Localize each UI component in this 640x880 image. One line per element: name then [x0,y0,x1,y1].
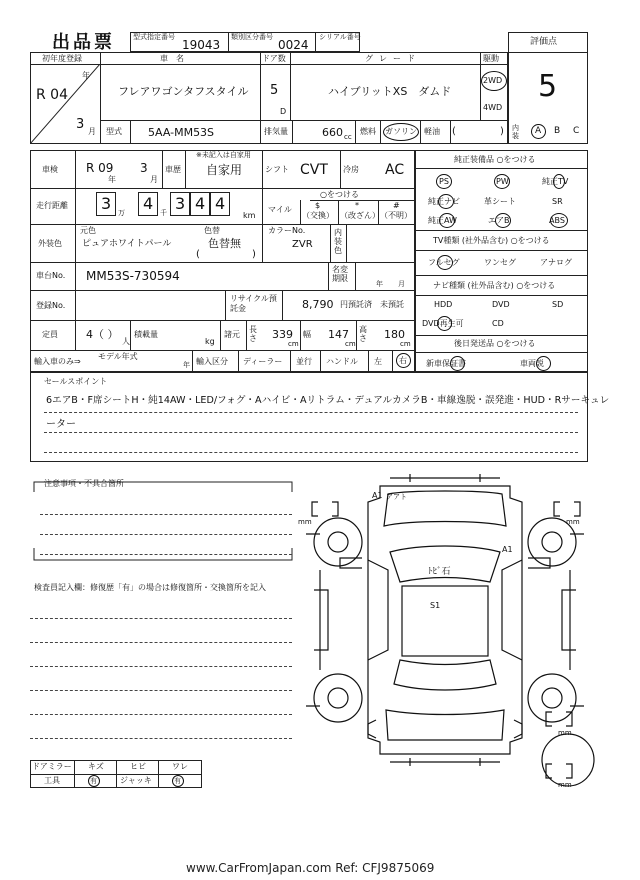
name-change-year-unit: 年 [376,280,383,288]
mm-spare: mm [558,781,572,789]
legend-tools: 工具 [44,776,60,785]
drive-2wd: 2WD [483,76,503,85]
length-label: 長さ [249,325,257,343]
doors-sub: D [280,107,287,116]
capacity-label: 定員 [42,330,58,339]
damage-a1-side: A1 [502,545,513,554]
handle-label: ハンドル [326,357,358,366]
damage-windshield: ﾄﾋﾞ石 [428,567,451,577]
recycle-unpaid: 未預託 [380,300,404,309]
shift-label: シフト [265,165,289,174]
damage-atto: アアト [386,493,407,501]
exterior-label: 外装色 [38,239,62,248]
right-label: 右 [399,356,407,365]
first-reg-label: 初年度登録 [42,54,82,63]
tamper-label: （改ざん） [340,211,380,220]
navi-dvd-play: DVD再生可 [422,319,464,328]
height-value: 180 [384,328,405,341]
navi-dvd: DVD [492,300,510,309]
mm-rear-right: mm [558,729,572,737]
load-label: 積載量 [134,330,158,339]
dims-label: 諸元 [224,330,240,339]
inspector-label: 検査員記入欄：修復歴「有」の場合は修復箇所・交換箇所を記入 [34,583,266,592]
color-code-value: ZVR [292,239,313,250]
shift-value: CVT [300,162,328,178]
grade-value: ハイブリットXS ダムド [328,85,452,98]
later-warranty: 新車保証書 [426,359,466,368]
left-label: 左 [374,357,382,366]
navi-cd: CD [492,319,504,328]
mileage-digit-4: 4 [195,194,206,213]
model-label: 型式 [106,127,122,136]
exchange-label: （交換） [302,211,334,220]
kg-unit: kg [205,337,215,346]
length-unit: cm [288,340,299,348]
legend-jack: ジャッキ [120,776,152,785]
inspection-month-unit: 月 [150,175,158,184]
first-reg-month: 3 [76,117,85,132]
history-label: 車歴 [165,165,181,174]
exchange-symbol: $ [315,201,321,210]
history-note: ※未記入は自家用 [196,151,251,159]
score-label: 評価点 [530,37,558,47]
equip-genuine-aw: 純正AW [428,216,457,225]
sales-line-2: ーター [46,419,76,430]
recycle-status: 円預託済 [340,300,372,309]
recycle-value: 8,790 [302,298,334,311]
legend-jack-has: 有 [174,777,181,785]
tv-title: TV種類 (社外品含む) ○をつける [433,236,550,245]
type-designation-value: 19043 [182,38,221,52]
mm-front-left: mm [298,518,312,526]
original-color-label: 元色 [80,226,96,235]
name-change-month-unit: 月 [398,280,405,288]
mm-front-right: mm [566,518,580,526]
legend-crack: ヒビ [130,762,146,771]
legend-tools-has: 有 [90,777,97,785]
first-reg-year: R 04 [36,87,68,103]
man-unit: 万 [118,209,125,217]
equip-airbag: エアB [488,216,510,225]
tamper-symbol: * [355,201,359,210]
displacement-value: 660 [322,126,343,139]
dealer-label: ディーラー [243,357,283,366]
document-title: 出品票 [52,32,115,53]
ac-value: AC [385,162,405,178]
equip-ps: PS [439,177,449,186]
interior-color-label: 内装色 [334,228,342,255]
interior-a: A [535,126,542,136]
fuel-label: 燃料 [360,127,376,136]
ac-label: 冷房 [343,165,359,174]
inspection-label: 車検 [42,165,58,174]
damage-s1: S1 [430,601,441,610]
km-unit: km [243,211,256,220]
width-label: 幅 [303,330,311,339]
capacity-value: 4（ ） [86,328,119,341]
legend-scratch: キズ [88,762,104,771]
color-no-label: 色替 [204,226,220,235]
import-label: 輸入車のみ⇒ [34,357,81,366]
height-unit: cm [400,340,411,348]
displacement-unit: cc [344,133,352,141]
interior-b: B [554,126,561,136]
inspection-value: R 09 [86,161,114,175]
sen-unit: 千 [160,209,167,217]
fuel-light-oil: 軽油 [424,127,440,136]
equip-genuine-tv: 純正TV [542,177,569,186]
type-designation-label: 型式指定番号 [133,33,175,41]
first-reg-month-unit: 月 [88,127,96,136]
mile-label: マイル [268,205,292,214]
unknown-label: （不明） [380,211,412,220]
navi-title: ナビ種類 (社外品含む) ○をつける [433,281,556,290]
equip-pw: PW [496,177,509,186]
category-label: 類別区分番号 [231,33,273,41]
equip-abs: ABS [549,216,565,225]
grade-label: グレード [365,54,421,63]
sales-block [30,372,588,462]
navi-hdd: HDD [434,300,453,309]
inspection-year-unit: 年 [108,175,116,184]
later-manual: 車両説 [520,359,544,368]
fuel-gasoline: ガソリン [385,127,417,136]
chassis-value: MM53S-730594 [86,269,180,283]
category-value: 0024 [278,38,309,52]
sales-line-1: 6エアB・F席シートH・純14AW・LED/フォグ・Aハイビ・Aリトラム・デュアルカメラB・車線逸脱・誤発進・HUD・Rサーキュレ [46,395,610,406]
car-name-value: フレアワゴンタフスタイル [118,85,249,98]
recycle-label: リサイクル預託金 [230,294,277,313]
notes-bracket [30,478,300,566]
legend-door-mirror: ドアミラー [32,762,72,771]
model-value: 5AA-MM53S [148,126,215,139]
mileage-digit-3: 3 [175,194,186,213]
car-name-label: 車名 [160,54,192,63]
name-change-label: 名変期限 [332,265,348,283]
length-value: 339 [272,328,293,341]
color-code-label: カラーNo. [268,226,306,235]
doors-value: 5 [270,83,279,98]
import-class-label: 輸入区分 [196,357,228,366]
color-no-value: 色替無 [208,237,241,250]
genuine-title: 純正装備品 ○をつける [454,155,536,164]
caution-label: 注意事項・不具合箇所 [44,479,124,488]
equip-sr: SR [552,197,563,206]
unknown-symbol: # [393,201,400,210]
width-value: 147 [328,328,349,341]
original-color-value: ピュアホワイトパール [82,239,172,249]
drive-4wd: 4WD [483,103,503,112]
sales-label: セールスポイント [44,377,108,386]
legend-wear: ワレ [172,762,188,771]
model-year-unit: 年 [183,361,190,369]
score-value: 5 [538,69,558,104]
tv-analog: アナログ [540,258,572,267]
mileage-digit-2: 4 [143,194,154,213]
interior-label: 内装 [512,124,519,140]
equip-leather: 革シート [484,197,516,206]
serial-label: シリアル番号 [319,33,361,41]
mileage-digit-5: 4 [215,194,226,213]
displacement-label: 排気量 [264,127,288,136]
width-unit: cm [345,340,356,348]
car-damage-diagram [290,470,600,810]
mileage-label: 走行距離 [36,201,68,210]
inspection-month: 3 [140,161,148,175]
model-year-label: モデル年式 [98,352,138,361]
chassis-label: 車台No. [36,271,66,280]
mileage-circle-note: ○をつける [320,190,359,199]
person-unit: 人 [122,337,130,346]
height-label: 高さ [359,325,367,343]
mileage-digit-1: 3 [101,194,112,213]
navi-sd: SD [552,300,564,309]
tv-oneseg: ワンセグ [484,258,516,267]
interior-c: C [573,126,580,136]
first-reg-year-unit: 年 [82,71,90,80]
history-value: 自家用 [206,163,243,177]
damage-a1-top: A1 [372,491,383,500]
drive-label: 駆動 [483,54,499,63]
registration-label: 登録No. [36,301,66,310]
equip-genuine-navi: 純正ナビ [428,197,460,206]
parallel-label: 並行 [296,357,312,366]
later-title: 後日発送品 ○をつける [454,339,536,348]
tv-fullseg: フルセグ [428,258,460,267]
doors-label: ドア数 [262,54,286,63]
footer-watermark: www.CarFromJapan.com Ref: CFJ9875069 [186,861,435,875]
